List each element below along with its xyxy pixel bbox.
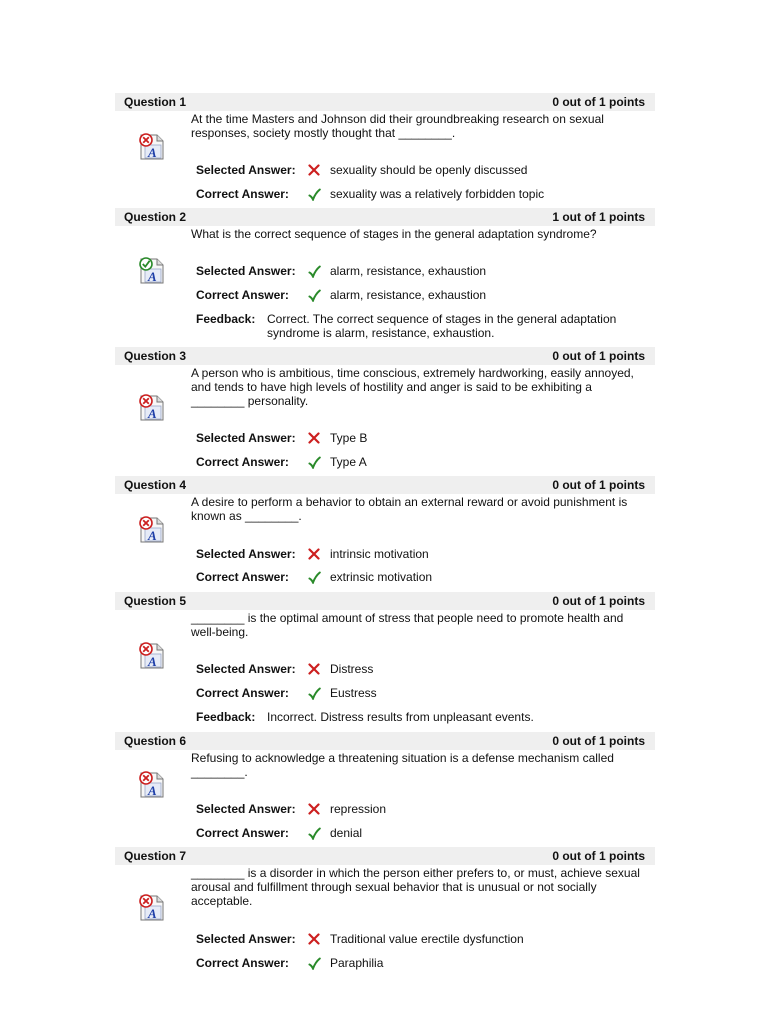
selected-answer-label: Selected Answer: <box>196 662 296 676</box>
check-icon <box>308 456 330 469</box>
selected-answer-row <box>196 661 373 677</box>
question-score: 0 out of 1 points <box>552 849 645 863</box>
cross-icon <box>308 803 330 815</box>
question-header <box>115 93 655 111</box>
question-title: Question 4 <box>124 478 187 492</box>
question-score: 0 out of 1 points <box>552 95 645 109</box>
svg-text:A: A <box>148 406 157 421</box>
selected-answer-label: Selected Answer: <box>196 802 296 816</box>
correct-answer-label: Correct Answer: <box>196 187 289 201</box>
question-block <box>115 847 655 970</box>
selected-answer-value: Distress <box>330 662 374 676</box>
question-title: Question 1 <box>124 95 187 109</box>
cross-icon <box>308 933 330 945</box>
selected-answer-row <box>196 263 486 279</box>
cross-icon <box>308 548 330 560</box>
correct-answer-status-icon <box>137 256 165 284</box>
selected-answer-row <box>196 931 524 947</box>
question-block <box>115 208 655 340</box>
incorrect-answer-status-icon <box>137 770 165 798</box>
incorrect-answer-status-icon <box>137 641 165 669</box>
correct-answer-value: Paraphilia <box>330 956 384 970</box>
question-score: 0 out of 1 points <box>552 734 645 748</box>
question-score: 1 out of 1 points <box>552 210 645 224</box>
question-title: Question 5 <box>124 594 187 608</box>
selected-answer-value: Type B <box>330 431 368 445</box>
correct-answer-label: Correct Answer: <box>196 570 289 584</box>
question-block <box>115 347 655 469</box>
question-title: Question 6 <box>124 734 187 748</box>
correct-answer-label: Correct Answer: <box>196 288 289 302</box>
question-title: Question 3 <box>124 349 187 363</box>
question-header <box>115 592 655 610</box>
selected-answer-label: Selected Answer: <box>196 264 296 278</box>
question-text: What is the correct sequence of stages in the general adaptation syndrome? <box>191 227 597 241</box>
svg-text:A: A <box>148 269 157 284</box>
question-block <box>115 93 655 201</box>
question-text: ________ is the optimal amount of stress that people need to promote health and well-being. <box>191 611 624 639</box>
selected-answer-label: Selected Answer: <box>196 547 296 561</box>
question-text: Refusing to acknowledge a threatening situation is a defense mechanism called ________. <box>191 751 614 779</box>
question-text: A person who is ambitious, time conscious, extremely hardworking, easily annoyed, and tends to have high levels of hostility and anger is said to be exhibiting a ________ personality. <box>191 366 634 408</box>
question-score: 0 out of 1 points <box>552 349 645 363</box>
check-icon <box>308 571 330 584</box>
svg-text:A: A <box>148 906 157 921</box>
incorrect-answer-status-icon <box>137 893 165 921</box>
question-title: Question 7 <box>124 849 187 863</box>
question-score: 0 out of 1 points <box>552 478 645 492</box>
question-text: ________ is a disorder in which the person either prefers to, or must, achieve sexual arousal and fulfillment through sexual behavior that is unusual or not socially acceptable. <box>191 866 640 908</box>
correct-answer-row <box>196 287 486 303</box>
svg-text:A: A <box>148 783 157 798</box>
correct-answer-row <box>196 186 544 202</box>
check-icon <box>308 289 330 302</box>
correct-answer-row <box>196 825 362 841</box>
cross-icon <box>308 663 330 675</box>
cross-icon <box>308 164 330 176</box>
correct-answer-value: alarm, resistance, exhaustion <box>330 288 487 302</box>
selected-answer-value: repression <box>330 802 387 816</box>
question-header <box>115 732 655 750</box>
question-title: Question 2 <box>124 210 187 224</box>
svg-text:A: A <box>148 145 157 160</box>
question-header <box>115 476 655 494</box>
check-icon <box>308 957 330 970</box>
selected-answer-label: Selected Answer: <box>196 163 296 177</box>
correct-answer-value: Eustress <box>330 686 377 700</box>
check-icon <box>308 265 330 278</box>
correct-answer-label: Correct Answer: <box>196 455 289 469</box>
correct-answer-row <box>196 454 367 470</box>
incorrect-answer-status-icon <box>137 515 165 543</box>
selected-answer-label: Selected Answer: <box>196 431 296 445</box>
correct-answer-row <box>196 569 432 585</box>
feedback-label: Feedback: <box>196 710 256 724</box>
question-block <box>115 592 655 724</box>
correct-answer-value: sexuality was a relatively forbidden topic <box>330 187 545 201</box>
question-block <box>115 732 655 840</box>
selected-answer-label: Selected Answer: <box>196 932 296 946</box>
feedback-label: Feedback: <box>196 312 256 326</box>
selected-answer-row <box>196 801 386 817</box>
cross-icon <box>308 432 330 444</box>
check-icon <box>308 188 330 201</box>
question-header <box>115 347 655 365</box>
correct-answer-value: extrinsic motivation <box>330 570 433 584</box>
svg-text:A: A <box>148 528 157 543</box>
question-text: At the time Masters and Johnson did their groundbreaking research on sexual responses, society mostly thought that ________. <box>191 112 604 140</box>
feedback-text: Correct. The correct sequence of stages in the general adaptation syndrome is alarm, resistance, exhaustion. <box>267 312 617 340</box>
feedback-text: Incorrect. Distress results from unpleasant events. <box>267 710 534 724</box>
selected-answer-value: intrinsic motivation <box>330 547 429 561</box>
incorrect-answer-status-icon <box>137 132 165 160</box>
selected-answer-row <box>196 546 429 562</box>
correct-answer-label: Correct Answer: <box>196 826 289 840</box>
correct-answer-value: denial <box>330 826 363 840</box>
correct-answer-row <box>196 685 377 701</box>
correct-answer-row <box>196 955 383 971</box>
selected-answer-value: Traditional value erectile dysfunction <box>330 932 524 946</box>
question-score: 0 out of 1 points <box>552 594 645 608</box>
selected-answer-row <box>196 430 367 446</box>
check-icon <box>308 687 330 700</box>
selected-answer-value: sexuality should be openly discussed <box>330 163 528 177</box>
selected-answer-row <box>196 162 527 178</box>
question-block <box>115 476 655 584</box>
question-header <box>115 208 655 226</box>
question-header <box>115 847 655 865</box>
svg-text:A: A <box>148 654 157 669</box>
question-text: A desire to perform a behavior to obtain an external reward or avoid punishment is known as ________. <box>191 495 628 523</box>
correct-answer-value: Type A <box>330 455 367 469</box>
selected-answer-value: alarm, resistance, exhaustion <box>330 264 487 278</box>
incorrect-answer-status-icon <box>137 393 165 421</box>
correct-answer-label: Correct Answer: <box>196 956 289 970</box>
check-icon <box>308 827 330 840</box>
correct-answer-label: Correct Answer: <box>196 686 289 700</box>
